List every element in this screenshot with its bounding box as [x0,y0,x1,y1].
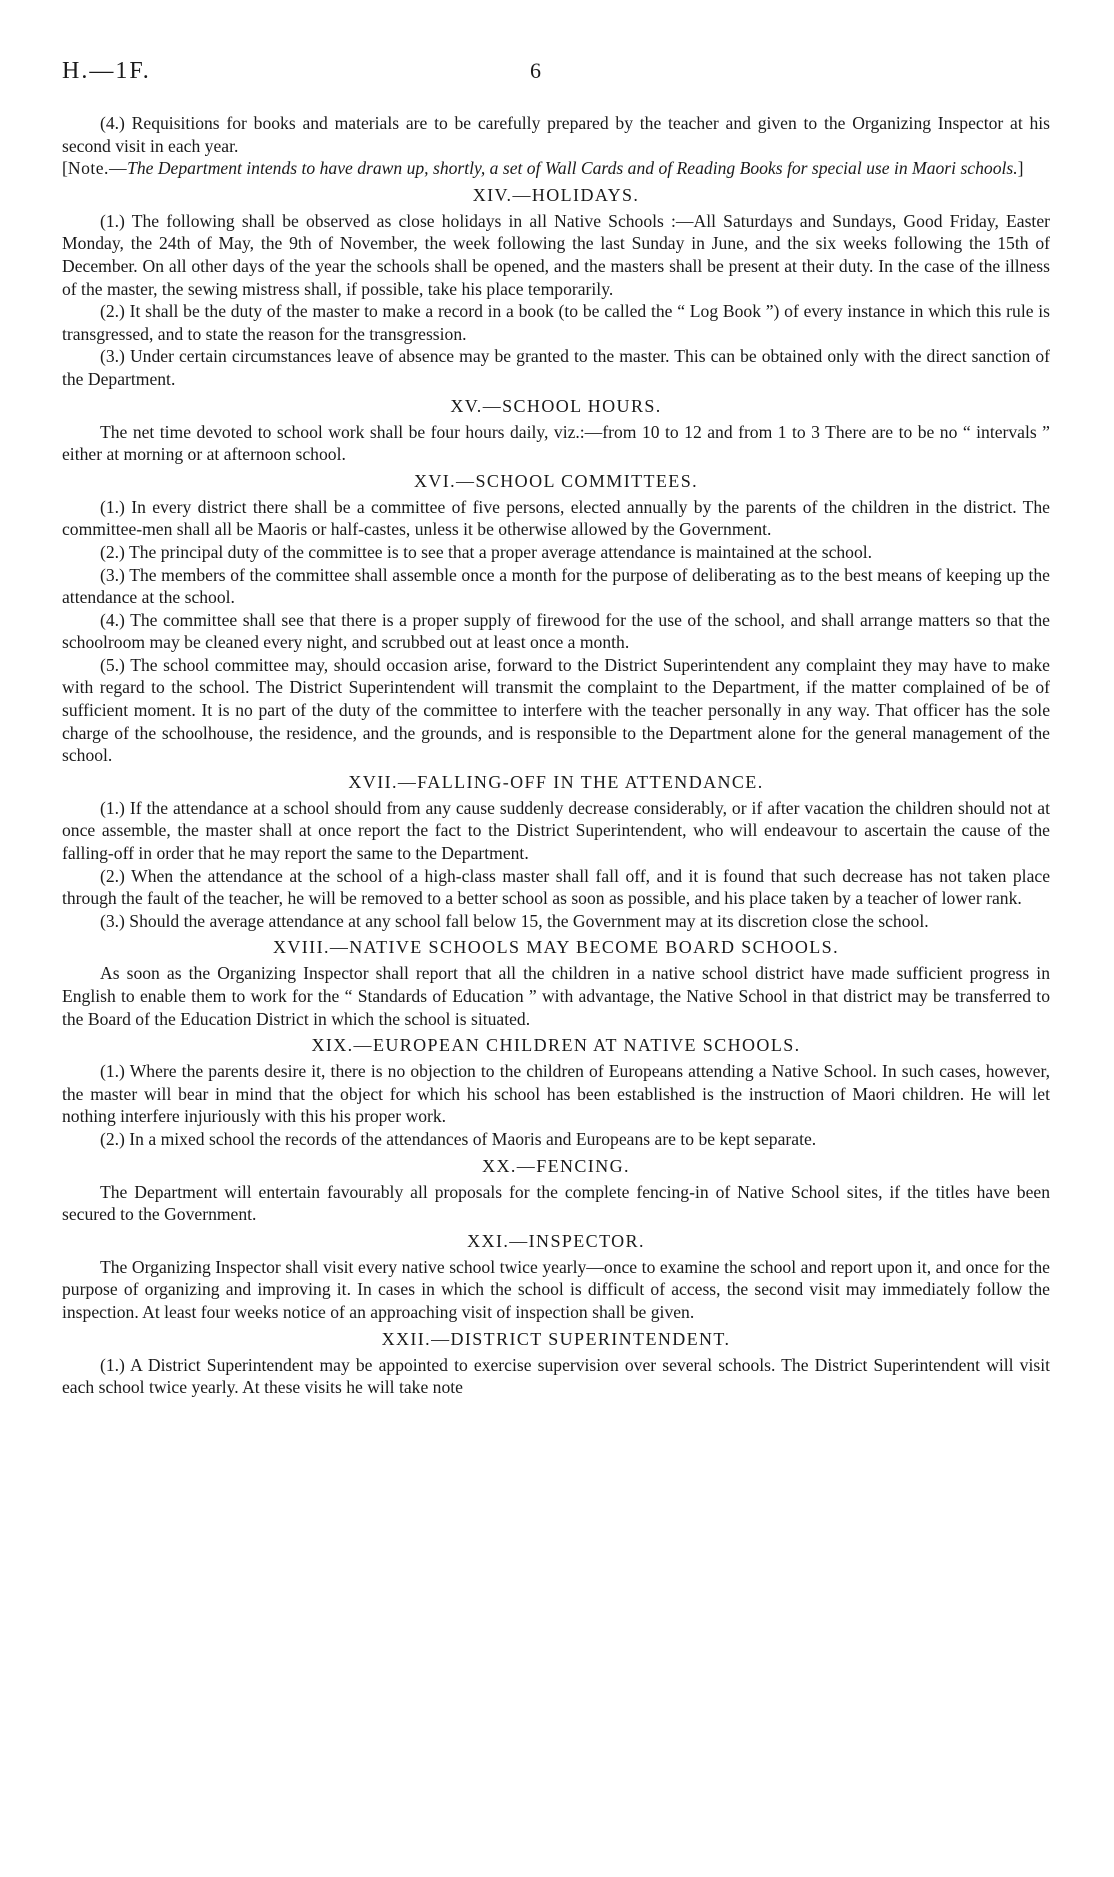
section-heading-committees: XVI.—SCHOOL COMMITTEES. [413,470,699,491]
section-heading-board-schools: XVIII.—NATIVE SCHOOLS MAY BECOME BOARD SCHOOLS. [272,937,839,958]
paragraph: (1.) In every district there shall be a committee of five persons, elected annually by the parents of the children in the district. The committee-men shall all be Maoris or half-castes, unless it be otherwise allowed by the Government. [62,496,1050,540]
page-header [62,58,1052,88]
note-paragraph [62,157,1050,180]
paragraph: The Department will entertain favourably all proposals for the complete fencing-in of Native School sites, if the titles have been secured to the Government. [62,1181,1050,1225]
paragraph: (4.) Requisitions for books and materials are to be carefully prepared by the teacher and given to the Organizing Inspector at his second visit in each year. [62,113,1050,156]
paragraph: (2.) In a mixed school the records of the attendances of Maoris and Europeans are to be kept separate. [100,1128,817,1149]
paragraph: The Organizing Inspector shall visit every native school twice yearly—once to examine the school and report upon it, and once for the purpose of organizing and improving it. In cases in which the school is difficult of access, the second visit may immediately follow the inspection. At least four weeks notice of an approaching visit of inspection shall be given. [62,1256,1050,1322]
section-heading-attendance: XVII.—FALLING-OFF IN THE ATTENDANCE. [348,771,764,792]
section-heading-inspector: XXI.—INSPECTOR. [467,1230,645,1251]
paragraph: (1.) If the attendance at a school should from any cause suddenly decrease considerably, or if after vacation the children should not at once assemble, the master shall at once report the fact to the District Superintendent, who will endeavour to ascertain the cause of the falling-off in order that he may report the same to the Department. [62,797,1050,864]
paragraph: (1.) A District Superintendent may be appointed to exercise supervision over several schools. The District Superintendent will visit each school twice yearly. At these visits he will take note [62,1354,1050,1398]
note-bracket-close: ] [1017,158,1024,179]
section-heading-european-children: XIX.—EUROPEAN CHILDREN AT NATIVE SCHOOLS. [311,1035,801,1056]
document-reference: H.—1F. [62,58,151,84]
section-heading-holidays: XIV.—HOLIDAYS. [472,184,640,205]
paragraph: (1.) The following shall be observed as close holidays in all Native Schools :—All Saturdays and Sundays, Good Friday, Easter Monday, the 24th of May, the 9th of November, the week following the last Sunday in June, and the six weeks following the 15th of December. On all other days of the year the schools shall be opened, and the masters shall be present at their duty. In the case of the illness of the master, the sewing mistress shall, if possible, take his place temporarily. [62,210,1050,299]
page-number: 6 [530,58,541,83]
paragraph: (5.) The school committee may, should occasion arise, forward to the District Superintendent any complaint they may have to make with regard to the school. The District Superintendent will transmit the complaint to the Department, if the matter complained of be of sufficient moment. It is no part of the duty of the committee to interfere with the teacher personally in any way. That officer has the sole charge of the schoolhouse, the residence, and the grounds, and is responsible to the Department alone for the general management of the school. [62,654,1050,766]
paragraph: (3.) Should the average attendance at any school fall below 15, the Government may at its discretion close the school. [100,910,929,931]
paragraph: The net time devoted to school work shall be four hours daily, viz.:—from 10 to 12 and from 1 to 3 There are to be no “ intervals ” either at morning or at afternoon school. [62,421,1050,465]
note-bracket-open: [ [62,158,68,179]
note-text: The Department intends to have drawn up, shortly, a set of Wall Cards and of Reading Books for special use in Maori schools. [127,158,1018,179]
paragraph: (2.) It shall be the duty of the master to make a record in a book (to be called the “ Log Book ”) of every instance in which this rule is transgressed, and to state the reason for the transgression. [62,301,1050,344]
paragraph: (3.) Under certain circumstances leave of absence may be granted to the master. This can be obtained only with the direct sanction of the Department. [62,346,1050,389]
paragraph: (2.) When the attendance at the school of a high-class master shall fall off, and it is found that such decrease has not taken place through the fault of the teacher, he will be removed to a better school as soon as possible, and his place taken by a teacher of lower rank. [62,865,1050,909]
section-heading-fencing: XX.—FENCING. [482,1155,630,1176]
note-lead: Note.— [67,158,128,179]
section-heading-school-hours: XV.—SCHOOL HOURS. [450,395,662,416]
paragraph: (3.) The members of the committee shall assemble once a month for the purpose of deliberating as to the best means of keeping up the attendance at the school. [62,564,1050,608]
paragraph: (1.) Where the parents desire it, there is no objection to the children of Europeans attending a Native School. In such cases, however, the master will bear in mind that the object for which his school has been established is the instruction of Maori children. He will let nothing interfere injuriously with this his proper work. [62,1061,1050,1127]
paragraph: (4.) The committee shall see that there is a proper supply of firewood for the use of the school, and shall arrange matters so that the schoolroom may be cleaned every night, and scrubbed out at least once a month. [62,609,1050,653]
paragraph: (2.) The principal duty of the committee is to see that a proper average attendance is maintained at the school. [100,541,873,562]
paragraph: As soon as the Organizing Inspector shall report that all the children in a native school district have made sufficient progress in English to enable them to work for the “ Standards of Education ” with advantage, the Native School in that district may be transferred to the Board of the Education District in which the school is situated. [62,963,1050,1029]
section-heading-district-superintendent: XXII.—DISTRICT SUPERINTENDENT. [381,1328,731,1349]
document-body [62,112,1050,1399]
